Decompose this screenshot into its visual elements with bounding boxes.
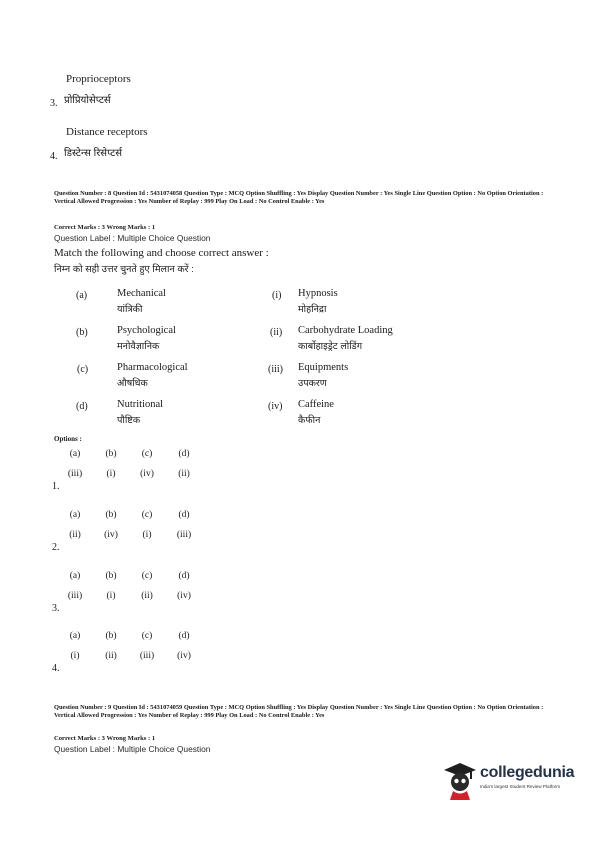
option-2-val-a: (ii) (69, 530, 81, 540)
option-2-head-a: (a) (69, 510, 81, 520)
q8-meta: Question Number : 8 Question Id : 5431074058 Question Type : MCQ Option Shuffling : Yes Display Question Number : Yes Single Line Question Option : No Option Orientation : Vertical Allowed Progression : Yes Number of Replay : 999 Play On Load : No Control Enable : Yes (54, 190, 544, 205)
right-item-iii-hi: उपकरण (298, 378, 327, 389)
left-item-b-hi: मनोवैज्ञानिक (117, 341, 160, 352)
option-1-head-d: (d) (178, 449, 190, 459)
right-item-iv: Caffeine (298, 399, 334, 410)
graduate-mascot-icon (440, 760, 478, 802)
option-2-val-b: (iv) (104, 530, 118, 540)
left-item-d: Nutritional (117, 399, 164, 410)
logo-tagline: India's largest Student Review Platform (480, 784, 561, 789)
option-1-header-row (60, 449, 210, 463)
q9-question-label: Question Label : Multiple Choice Question (54, 744, 211, 754)
right-item-i-hi: मोहनिद्रा (298, 304, 327, 315)
left-item-a-hi: यांत्रिकी (117, 304, 143, 315)
left-letter-b: (b) (76, 327, 88, 338)
option-4-val-c: (iii) (139, 651, 155, 661)
option-1-number: 1. (52, 481, 60, 492)
right-letter-ii: (ii) (270, 327, 283, 338)
options-heading: Options : (54, 435, 82, 443)
option-3-val-a: (iii) (67, 591, 83, 601)
left-item-c: Pharmacological (117, 362, 188, 373)
prev-option-3-hi: प्रोप्रियोसेप्टर्स (64, 95, 111, 106)
option-4-head-c: (c) (141, 631, 153, 641)
q9-marks: Correct Marks : 3 Wrong Marks : 1 (54, 735, 156, 742)
prev-option-4-en: Distance receptors (66, 126, 148, 138)
option-3-head-a: (a) (69, 571, 81, 581)
right-item-i: Hypnosis (298, 288, 338, 299)
option-4-head-a: (a) (69, 631, 81, 641)
left-item-a: Mechanical (117, 288, 166, 299)
left-item-b: Psychological (117, 325, 176, 336)
option-2-header-row (60, 510, 210, 524)
prev-option-4-number: 4. (50, 151, 58, 162)
option-1-val-c: (iv) (140, 469, 154, 479)
right-letter-iii: (iii) (268, 364, 283, 375)
option-2-val-c: (i) (142, 530, 152, 540)
option-1-head-b: (b) (105, 449, 117, 459)
option-3-header-row (60, 571, 210, 585)
collegedunia-logo (440, 758, 590, 804)
option-2-head-b: (b) (105, 510, 117, 520)
prev-option-4-hi: डिस्टेन्स रिसेप्टर्स (64, 148, 122, 159)
q8-instruction-en: Match the following and choose correct answer : (54, 247, 269, 259)
option-2-val-d: (iii) (176, 530, 192, 540)
option-3-head-d: (d) (178, 571, 190, 581)
option-4-val-a: (i) (70, 651, 80, 661)
left-letter-c: (c) (77, 364, 89, 375)
option-3-val-b: (i) (106, 591, 116, 601)
right-item-iii: Equipments (298, 362, 349, 373)
option-1-value-row (60, 469, 210, 483)
right-item-iv-hi: कैफीन (298, 415, 321, 426)
option-1-val-a: (iii) (67, 469, 83, 479)
option-1-head-a: (a) (69, 449, 81, 459)
option-3-val-c: (ii) (141, 591, 153, 601)
logo-wordmark: collegedunia (480, 764, 575, 781)
option-1-val-b: (i) (106, 469, 116, 479)
option-1-head-c: (c) (141, 449, 153, 459)
left-letter-a: (a) (76, 290, 88, 301)
option-3-head-b: (b) (105, 571, 117, 581)
option-3-number: 3. (52, 603, 60, 614)
left-item-c-hi: औषधिक (117, 378, 148, 389)
prev-option-3-en: Proprioceptors (66, 73, 131, 85)
left-item-d-hi: पौष्टिक (117, 415, 141, 426)
option-4-head-d: (d) (178, 631, 190, 641)
right-letter-iv: (iv) (268, 401, 283, 412)
option-4-number: 4. (52, 663, 60, 674)
option-4-val-b: (ii) (105, 651, 117, 661)
q8-question-label: Question Label : Multiple Choice Question (54, 233, 211, 243)
option-3-value-row (60, 591, 210, 605)
option-3-val-d: (iv) (177, 591, 191, 601)
right-item-ii-hi: कार्बोहाइड्रेट लोडिंग (298, 341, 363, 352)
option-4-val-d: (iv) (177, 651, 191, 661)
prev-option-3-number: 3. (50, 98, 58, 109)
left-letter-d: (d) (76, 401, 88, 412)
option-2-head-d: (d) (178, 510, 190, 520)
q9-meta: Question Number : 9 Question Id : 5431074059 Question Type : MCQ Option Shuffling : Yes Display Question Number : Yes Single Line Question Option : No Option Orientation : Vertical Allowed Progression : Yes Number of Replay : 999 Play On Load : No Control Enable : Yes (54, 704, 544, 719)
option-4-header-row (60, 631, 210, 645)
right-letter-i: (i) (272, 290, 282, 301)
option-3-head-c: (c) (141, 571, 153, 581)
option-2-number: 2. (52, 542, 60, 553)
option-4-head-b: (b) (105, 631, 117, 641)
option-4-value-row (60, 651, 210, 665)
q8-instruction-hi: निम्न को सही उत्तर चुनते हुए मिलान करें : (54, 264, 194, 275)
q8-marks: Correct Marks : 3 Wrong Marks : 1 (54, 224, 156, 231)
right-item-ii: Carbohydrate Loading (298, 325, 393, 336)
option-1-val-d: (ii) (178, 469, 190, 479)
option-2-head-c: (c) (141, 510, 153, 520)
option-2-value-row (60, 530, 210, 544)
